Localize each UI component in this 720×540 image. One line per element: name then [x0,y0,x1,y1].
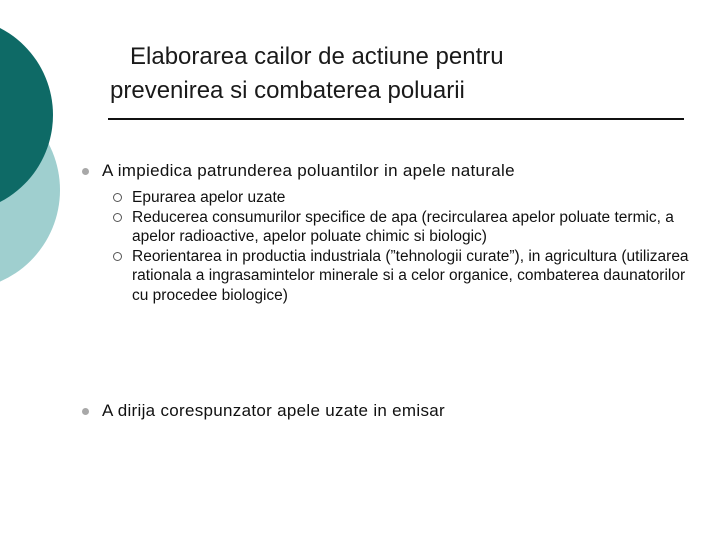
bullet-text: A dirija corespunzator apele uzate in emisar [102,401,445,420]
bullet-item-2 [80,400,700,422]
bullet-dot-icon [82,168,89,175]
title-line-2: prevenirea si combaterea poluarii [110,77,465,104]
sub-item-text: Reducerea consumurilor specifice de apa (recircularea apelor poluate termic, a apelor radioactive, apelor poluate chimic si biologic) [132,208,674,245]
bullet-dot-icon [82,408,89,415]
hollow-circle-bullet-icon [113,193,122,202]
bullet-item-1 [80,160,700,305]
hollow-circle-bullet-icon [113,252,122,261]
title-line-1: Elaborarea cailor de actiune pentru [130,43,504,70]
sub-item [112,247,700,306]
hollow-circle-bullet-icon [113,213,122,222]
sub-item [112,188,700,208]
bullet-row [80,160,700,182]
bullet-text: A impiedica patrunderea poluantilor in apele naturale [102,161,515,180]
bullet-row [80,400,700,422]
sub-list [80,188,700,305]
sub-item-text: Epurarea apelor uzate [132,189,286,206]
slide-title [110,40,670,108]
sub-item [112,208,700,247]
title-underline [108,118,684,120]
sub-item-text: Reorientarea in productia industriala (”tehnologii curate”), in agricultura (utilizarea rationala a ingrasamintelor minerale si a celor organice, combaterea daunatorilor cu procedee biologice) [132,247,689,304]
